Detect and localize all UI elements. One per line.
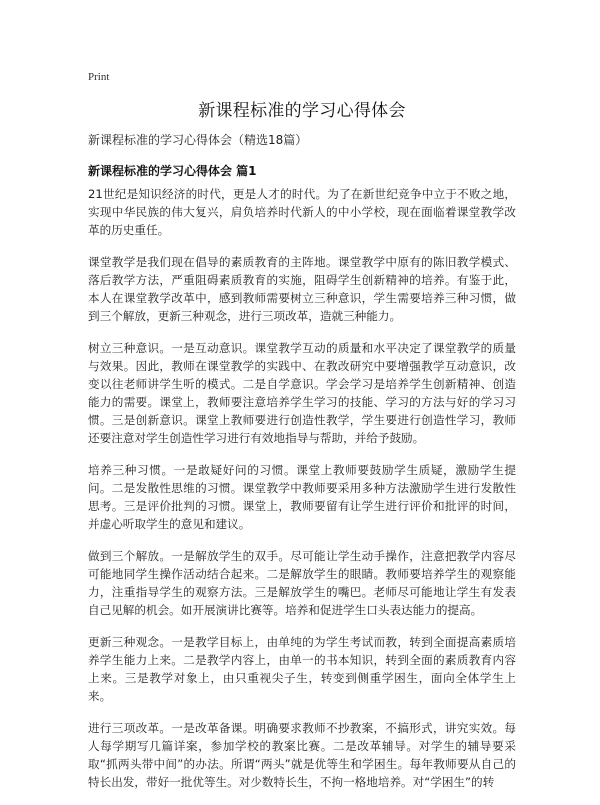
paragraph-2: 课堂教学是我们现在倡导的素质教育的主阵地。课堂教学中原有的陈旧教学模式、落后教学方法，严重阻碍素质教育的实施，阻碍学生创新精神的培养。有鉴于此，本人在课堂教学改革中，感到教师需要树立三种意识，学生需要培养三种习惯，做到三个解放，更新三种观念，进行三项改革，造就三种能力。 bbox=[88, 255, 516, 323]
print-link[interactable]: Print bbox=[88, 71, 110, 83]
paragraph-4: 培养三种习惯。一是敢疑好问的习惯。课堂上教师要鼓励学生质疑，激励学生提问。二是发散性思维的习惯。课堂教学中教师要采用多种方法激励学生进行发散性思考。三是评价批判的习惯。课堂上，教师要留有让学生进行评价和批评的时间，并虚心听取学生的意见和建议。 bbox=[88, 463, 516, 531]
paragraph-6: 更新三种观念。一是教学目标上，由单纯的为学生考试而教，转到全面提高素质培养学生能力上来。二是教学内容上，由单一的书本知识，转到全面的素质教育内容上来。三是教学对象上，由只重视尖子生，转变到侧重学困生，面向全体学生上来。 bbox=[88, 635, 516, 703]
document-subtitle: 新课程标准的学习心得体会（精选18篇） bbox=[88, 133, 308, 147]
paragraph-7: 进行三项改革。一是改革备课。明确要求教师不抄教案，不搞形式，讲究实效。每人每学期写几篇详案，参加学校的教案比赛。二是改革辅导。对学生的辅导要采取“抓两头带中间”的办法。所谓“两头”就是优等生和学困生。每年教师要从自己的特长出发，带好一批优等生。对少数特长生，不拘一格地培养。对“学困生”的转 bbox=[88, 721, 516, 789]
page-title: 新课程标准的学习心得体会 bbox=[198, 101, 406, 121]
paragraph-3: 树立三种意识。一是互动意识。课堂教学互动的质量和水平决定了课堂教学的质量与效果。因此，教师在课堂教学的实践中、在教改研究中要增强教学互动意识，改变以往老师讲学生听的模式。二是自学意识。学会学习是培养学生创新精神、创造能力的需要。课堂上，教师要注意培养学生学习的技能、学习的方法与好的学习习惯。三是创新意识。课堂上教师要进行创造性教学，学生要进行创造性学习，教师还要注意对学生创造性学习进行有效地指导与帮助，并给予鼓励。 bbox=[88, 341, 516, 445]
article-body bbox=[88, 185, 516, 805]
section-heading: 新课程标准的学习心得体会 篇1 bbox=[88, 164, 257, 178]
paragraph-5: 做到三个解放。一是解放学生的双手。尽可能让学生动手操作，注意把教学内容尽可能地同学生操作活动结合起来。二是解放学生的眼睛。教师要培养学生的观察能力，注重指导学生的观察方法。三是解放学生的嘴巴。老师尽可能地让学生有发表自己见解的机会。如开展演讲比赛等。培养和促进学生口头表达能力的提高。 bbox=[88, 549, 516, 617]
paragraph-1: 21世纪是知识经济的时代，更是人才的时代。为了在新世纪竞争中立于不败之地，实现中华民族的伟大复兴，肩负培养时代新人的中小学校，现在面临着课堂教学改革的历史重任。 bbox=[88, 187, 516, 237]
